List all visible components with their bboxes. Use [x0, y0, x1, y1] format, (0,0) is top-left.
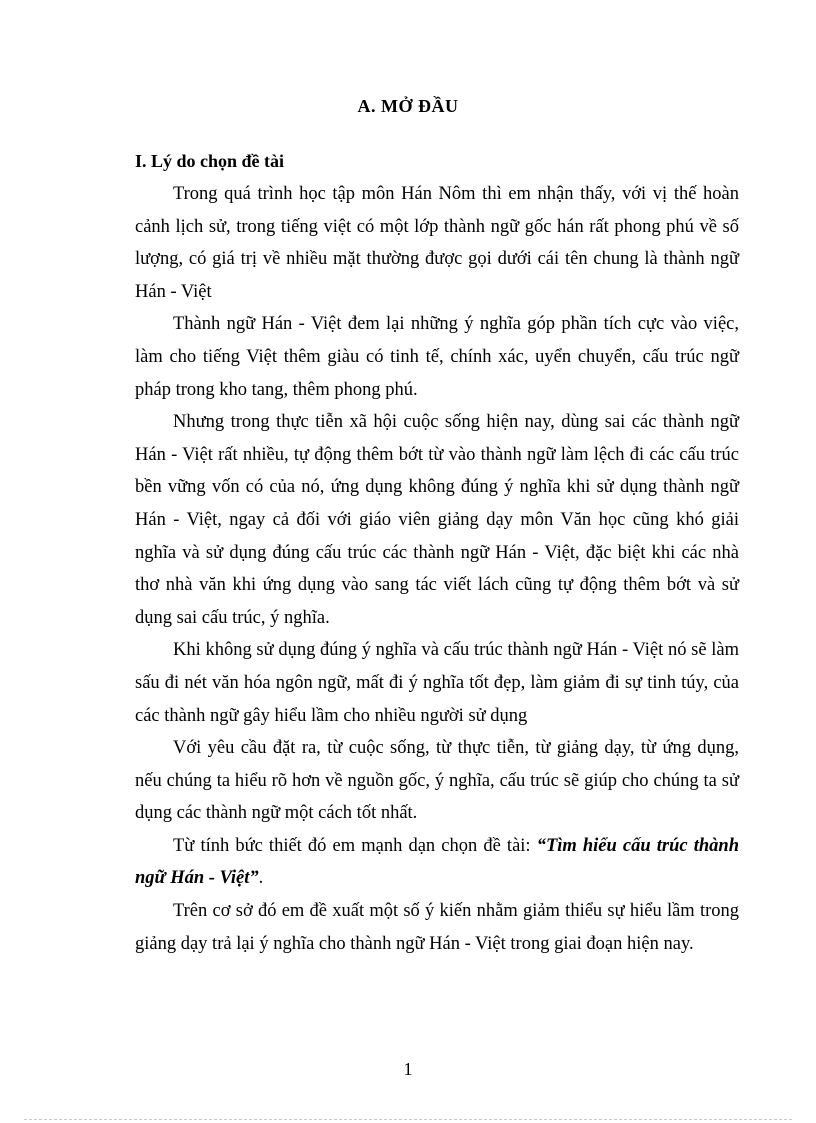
document-title: A. MỞ ĐẦU: [357, 96, 459, 116]
closing-paragraph: Trên cơ sở đó em đề xuất một số ý kiến nhằm giảm thiểu sự hiểu lầm trong giảng dạy trả lại ý nghĩa cho thành ngữ Hán - Việt trong giai đoạn hiện nay.: [135, 901, 739, 954]
paragraph-1: Trong quá trình học tập môn Hán Nôm thì em nhận thấy, với vị thế hoàn cảnh lịch sử, trong tiếng việt có một lớp thành ngữ gốc hán rất phong phú về số lượng, có giá trị về nhiều mặt thường được gọi dưới cái tên chung là thành ngữ Hán - Việt: [135, 184, 739, 302]
paragraph-3: Nhưng trong thực tiễn xã hội cuộc sống hiện nay, dùng sai các thành ngữ Hán - Việt rất nhiều, tự động thêm bớt từ vào thành ngữ làm lệch đi các cấu trúc bền vững vốn có của nó, ứng dụng không đúng ý nghĩa khi sử dụng thành ngữ Hán - Việt, ngay cả đối với giáo viên giảng dạy môn Văn học cũng khó giải nghĩa và sử dụng đúng cấu trúc các thành ngữ Hán - Việt, đặc biệt khi các nhà thơ nhà văn khi ứng dụng vào sang tác viết lách cũng tự động thêm bớt và sử dụng sai cấu trúc, ý nghĩa.: [135, 412, 739, 628]
page-number: 1: [403, 1059, 413, 1079]
paragraph-5: Với yêu cầu đặt ra, từ cuộc sống, từ thực tiễn, từ giảng dạy, từ ứng dụng, nếu chúng ta hiểu rõ hơn về nguồn gốc, ý nghĩa, cấu trúc sẽ giúp cho chúng ta sử dụng các thành ngữ một cách tốt nhất.: [135, 738, 739, 824]
topic-paragraph: [135, 830, 739, 895]
topic-intro: Từ tính bức thiết đó em mạnh dạn chọn đề tài:: [173, 835, 537, 856]
topic-title: “Tìm hiểu cấu trúc thành ngữ Hán - Việt”: [135, 835, 739, 889]
topic-end: .: [258, 868, 264, 889]
paragraph-4: Khi không sử dụng đúng ý nghĩa và cấu trúc thành ngữ Hán - Việt nó sẽ làm sấu đi nét văn hóa ngôn ngữ, mất đi ý nghĩa tốt đẹp, làm giảm đi sự tinh túy, của các thành ngữ gây hiểu lầm cho nhiều người sử dụng: [135, 640, 739, 726]
paragraph-2: Thành ngữ Hán - Việt đem lại những ý nghĩa góp phần tích cực vào việc, làm cho tiếng Việt thêm giàu có tinh tế, chính xác, uyển chuyển, cấu trúc ngữ pháp trong kho tang, thêm phong phú.: [135, 314, 739, 400]
section-heading: I. Lý do chọn đề tài: [135, 151, 285, 171]
body-text: [135, 178, 739, 960]
page-bottom-divider: [24, 1119, 792, 1120]
